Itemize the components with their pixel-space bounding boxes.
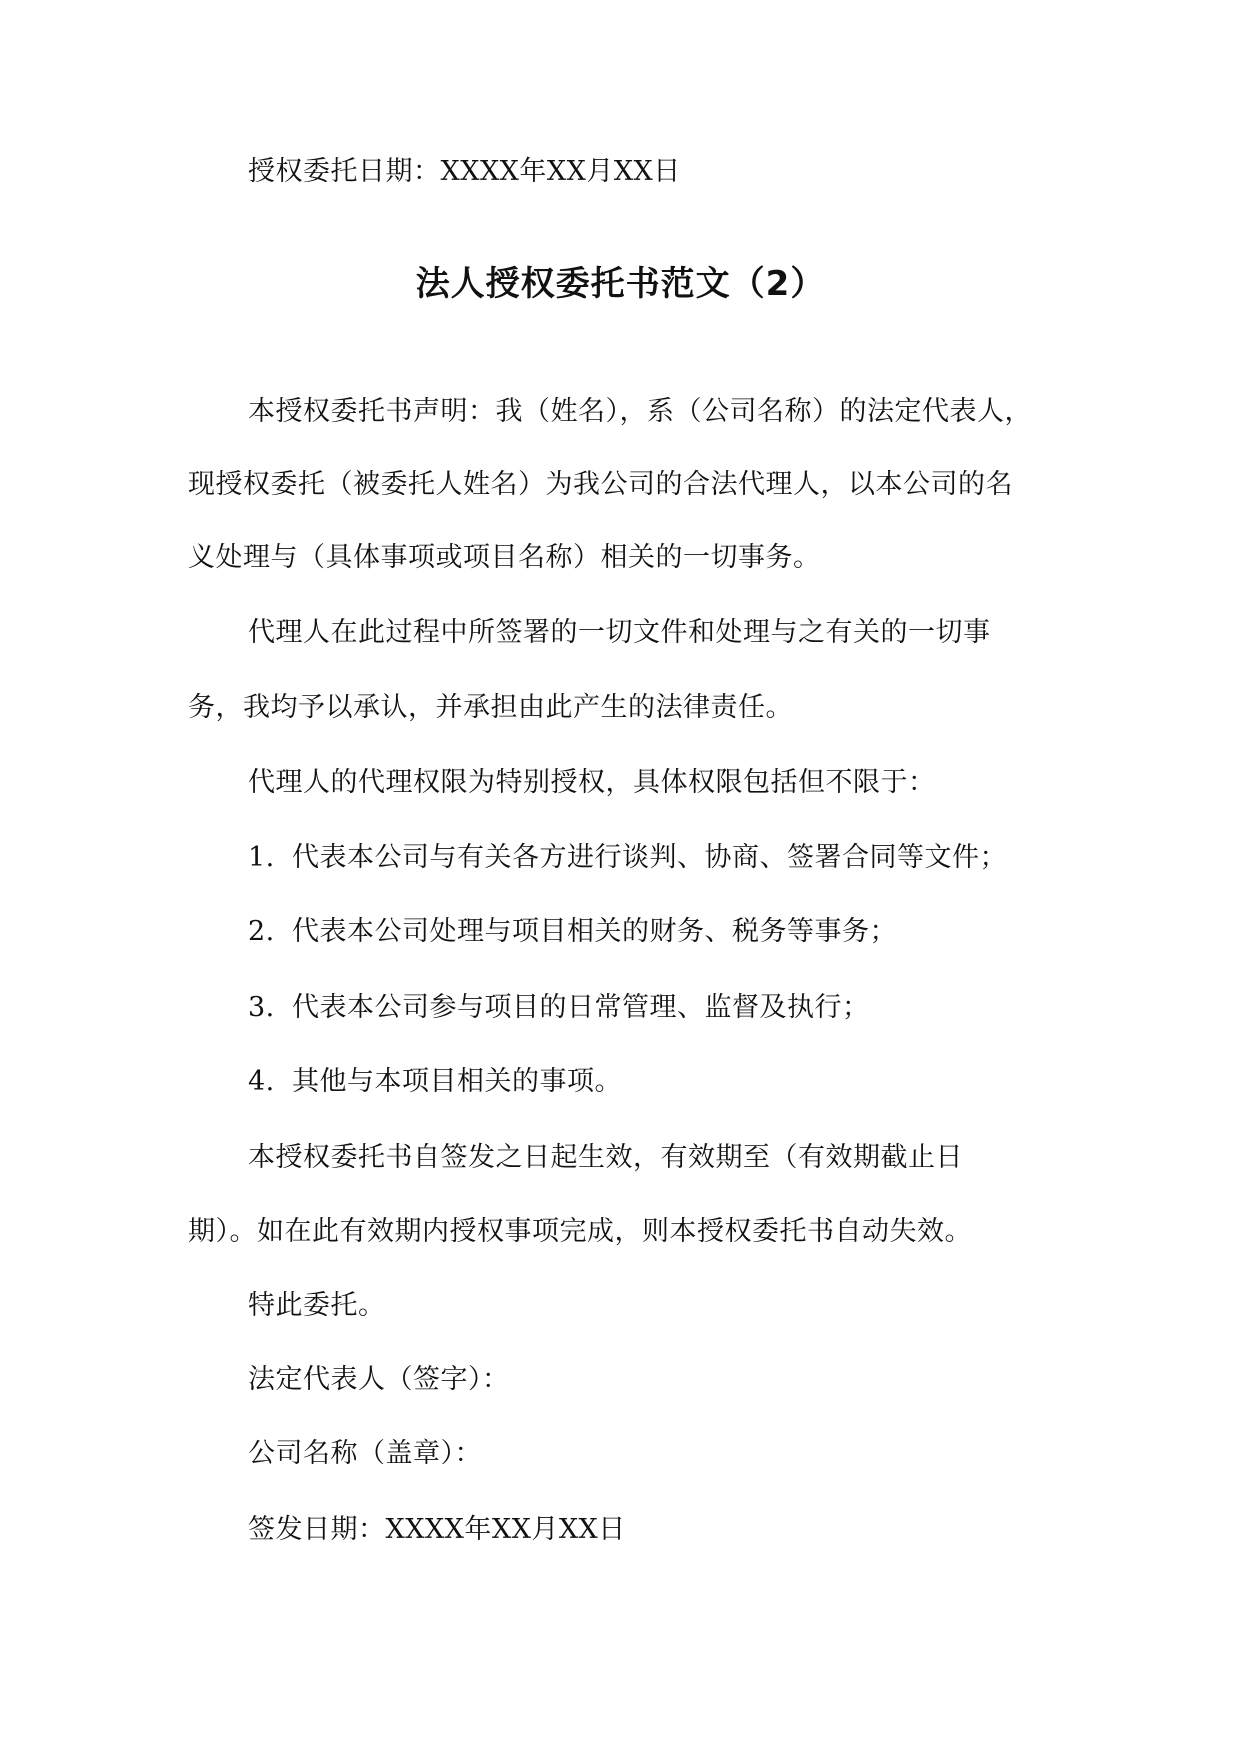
scope-item-text: 代表本公司与有关各方进行谈判、协商、签署合同等文件； — [292, 842, 1007, 873]
validity-line-2: 期）。如在此有效期内授权事项完成，则本授权委托书自动失效。 — [188, 1216, 972, 1247]
closing-statement: 特此委托。 — [248, 1290, 386, 1321]
validity-line-1: 本授权委托书自签发之日起生效，有效期至（有效期截止日 — [248, 1142, 963, 1173]
declaration-line-2: 现授权委托（被委托人姓名）为我公司的合法代理人，以本公司的名 — [188, 469, 1013, 500]
acknowledgement-line-2: 务，我均予以承认，并承担由此产生的法律责任。 — [188, 692, 793, 723]
previous-authorization-date: 授权委托日期：XXXX年XX月XX日 — [248, 156, 681, 187]
scope-item-text: 代表本公司参与项目的日常管理、监督及执行； — [292, 992, 870, 1023]
legal-representative-signature: 法定代表人（签字）： — [248, 1364, 510, 1395]
company-seal: 公司名称（盖章）： — [248, 1438, 482, 1469]
scope-intro: 代理人的代理权限为特别授权，具体权限包括但不限于： — [248, 767, 936, 798]
scope-item-number: 1. — [248, 842, 275, 873]
declaration-line-1: 本授权委托书声明：我（姓名），系（公司名称）的法定代表人， — [248, 396, 1032, 427]
scope-item — [248, 990, 870, 1026]
scope-item — [248, 840, 1007, 876]
scope-item — [248, 914, 897, 950]
scope-item — [248, 1064, 622, 1100]
scope-item-number: 4. — [248, 1066, 275, 1097]
declaration-line-3: 义处理与（具体事项或项目名称）相关的一切事务。 — [188, 542, 821, 573]
issue-date: 签发日期：XXXX年XX月XX日 — [248, 1514, 626, 1545]
scope-item-text: 其他与本项目相关的事项。 — [292, 1066, 622, 1097]
scope-item-text: 代表本公司处理与项目相关的财务、税务等事务； — [292, 916, 897, 947]
scope-item-number: 3. — [248, 992, 275, 1023]
acknowledgement-line-1: 代理人在此过程中所签署的一切文件和处理与之有关的一切事 — [248, 617, 991, 648]
document-title: 法人授权委托书范文（2） — [415, 264, 826, 304]
scope-item-number: 2. — [248, 916, 275, 947]
